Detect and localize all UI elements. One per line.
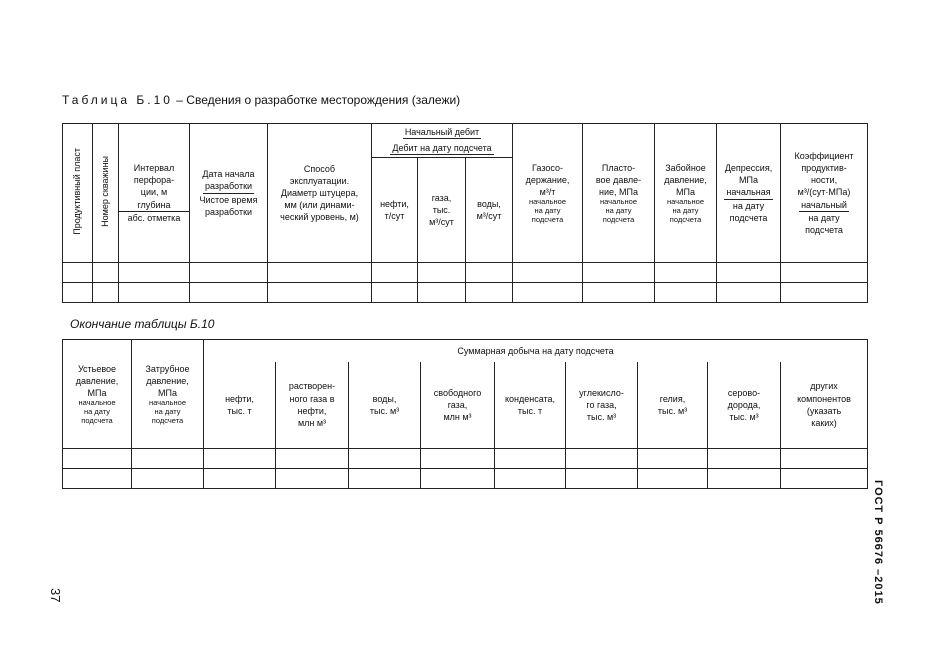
header-bottom-pressure: Забойное давление, МПа начальное на дату подсчета — [655, 124, 717, 263]
table-row — [63, 449, 868, 469]
header-cumulative-production: Суммарная добыча на дату подсчета — [204, 340, 868, 362]
page-number: 37 — [48, 588, 63, 603]
header-interval: Интервал перфора- ции, м глубина абс. отметка — [119, 124, 190, 263]
header-productivity: Коэффициент продуктив- ности, м³/(сут·МПа) начальный на дату подсчета — [781, 124, 868, 263]
header-depression: Депрессия, МПа начальная на дату подсчета — [717, 124, 781, 263]
header-co2: углекисло- го газа, тыс. м³ — [566, 362, 638, 449]
header-h2s: серово- дорода, тыс. м³ — [708, 362, 781, 449]
header-wellhead-pressure: Устьевое давление, МПа начальное на дату подсчета — [63, 340, 132, 449]
header-debit-on-date: Дебит на дату подсчета — [372, 141, 513, 158]
header-plast: Продуктивный пласт — [63, 124, 93, 263]
header-condensate: конденсата, тыс. т — [495, 362, 566, 449]
table-row — [63, 469, 868, 489]
header-method: Способ эксплуатации. Диаметр штуцера, мм (или динами- ческий уровень, м) — [268, 124, 372, 263]
header-oil-cum: нефти, тыс. т — [204, 362, 276, 449]
table1-caption-text: – Сведения о разработке месторождения (залежи) — [172, 93, 461, 107]
header-dissolved-gas: растворен- ного газа в нефти, млн м³ — [276, 362, 349, 449]
header-free-gas: свободного газа, млн м³ — [421, 362, 495, 449]
header-other-components: других компонентов (указать каких) — [781, 362, 868, 449]
table2 — [62, 339, 868, 489]
table2-caption: Окончание таблицы Б.10 — [70, 317, 215, 331]
header-start-date: Дата начала разработки Чистое время разработки — [190, 124, 268, 263]
table1 — [62, 123, 868, 303]
gost-label: ГОСТ Р 56676 –2015 — [872, 480, 884, 605]
table-row — [63, 263, 868, 283]
header-water-debit: воды, м³/сут — [466, 158, 513, 263]
table1-caption-prefix: Таблица Б.10 — [62, 93, 173, 107]
table1-caption — [62, 93, 460, 107]
header-annular-pressure: Затрубное давление, МПа начальное на дату подсчета — [132, 340, 204, 449]
header-helium: гелия, тыс. м³ — [638, 362, 708, 449]
header-gas-debit: газа, тыс. м³/сут — [418, 158, 466, 263]
table-row — [63, 283, 868, 303]
header-oil-debit: нефти, т/сут — [372, 158, 418, 263]
header-reservoir-pressure: Пласто- вое давле- ние, МПа начальное на дату подсчета — [583, 124, 655, 263]
header-well: Номер скважины — [93, 124, 119, 263]
header-water-cum: воды, тыс. м³ — [349, 362, 421, 449]
header-gas-content: Газосо- держание, м³/т начальное на дату подсчета — [513, 124, 583, 263]
header-initial-debit: Начальный дебит — [372, 124, 513, 141]
